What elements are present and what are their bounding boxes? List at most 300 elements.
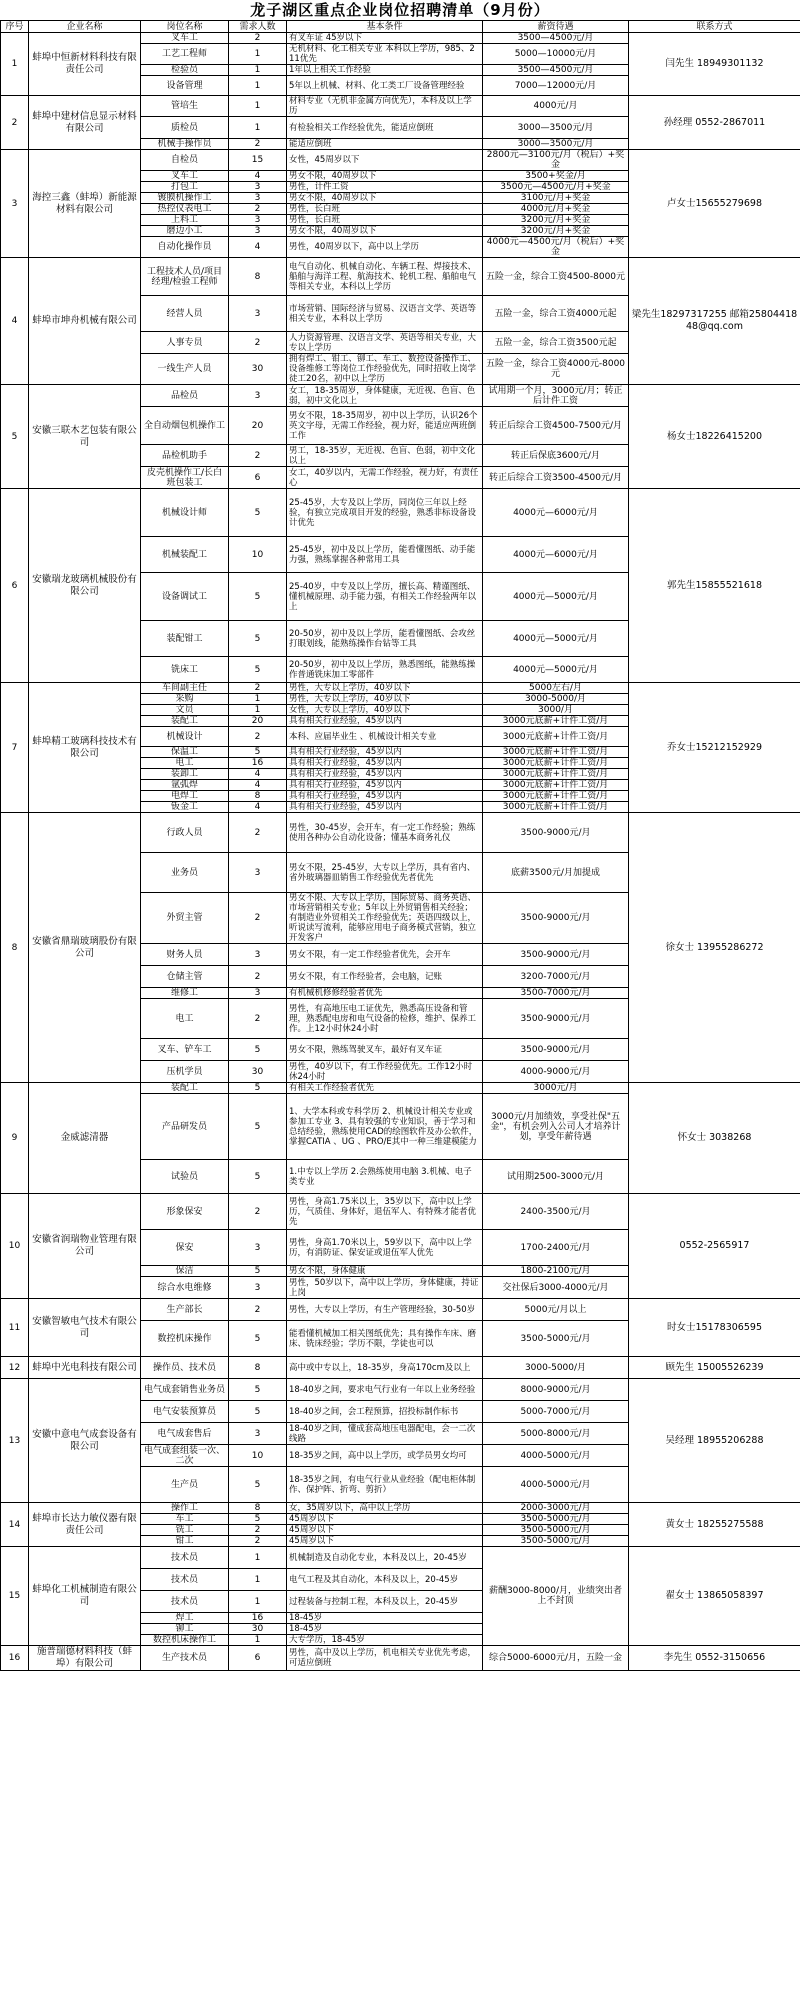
company-contact: 顾先生 15005526239	[629, 1357, 800, 1379]
position-salary: 3500-9000元/月	[483, 893, 629, 944]
position-requirements: 18-45岁	[287, 1613, 483, 1624]
position-salary: 2000-3000元/月	[483, 1503, 629, 1514]
position-title: 热控仪表电工	[141, 204, 229, 215]
position-requirements: 45周岁以下	[287, 1514, 483, 1525]
company-contact: 时女士15178306595	[629, 1299, 800, 1357]
position-title: 钳工	[141, 1536, 229, 1547]
position-requirements: 大专学历，18-45岁	[287, 1635, 483, 1646]
position-count: 3	[229, 226, 287, 237]
company-number: 11	[1, 1299, 29, 1357]
table-row	[1, 1547, 800, 1569]
position-title: 文员	[141, 705, 229, 716]
position-requirements: 18-40岁之间，要求电气行业有一年以上业务经验	[287, 1379, 483, 1401]
position-requirements: 男性，计件工资	[287, 182, 483, 193]
position-count: 2	[229, 332, 287, 354]
position-title: 操作员、技术员	[141, 1357, 229, 1379]
position-title: 保安	[141, 1230, 229, 1266]
company-number: 1	[1, 33, 29, 96]
company-name: 安徽瑞龙玻璃机械股份有限公司	[29, 489, 141, 683]
company-name: 施普瑞德材料科技（蚌埠）有限公司	[29, 1646, 141, 1671]
position-requirements: 45周岁以下	[287, 1536, 483, 1547]
position-requirements: 具有相关行业经验，45岁以内	[287, 802, 483, 813]
position-count: 1	[229, 1569, 287, 1591]
position-salary: 3000-5000/月	[483, 1357, 629, 1379]
position-title: 质检员	[141, 117, 229, 139]
position-count: 2	[229, 1299, 287, 1321]
company-contact: 李先生 0552-3150656	[629, 1646, 800, 1671]
position-title: 操作工	[141, 1503, 229, 1514]
position-title: 电焊工	[141, 791, 229, 802]
position-count: 2	[229, 683, 287, 694]
position-salary: 4000元—5000元/月	[483, 573, 629, 621]
position-salary: 3500—4500元/月	[483, 65, 629, 76]
position-salary: 3500-9000元/月	[483, 1039, 629, 1061]
position-salary: 转正后保底3600元/月	[483, 445, 629, 467]
company-contact: 翟女士 13865058397	[629, 1547, 800, 1646]
position-requirements: 能看懂机械加工相关图纸优先；具有操作车床、磨床、铣床经验；学历不限，学徒也可以	[287, 1321, 483, 1357]
recruitment-table	[0, 20, 800, 1671]
position-requirements: 男女不限，40周岁以下	[287, 193, 483, 204]
position-salary: 试用期2500-3000元/月	[483, 1160, 629, 1194]
position-requirements: 男女不限、大专以上学历，国际贸易、商务英语、市场营销相关专业；5年以上外贸销售相关经验；有制造业外贸相关工作经验优先；英语四级以上，听说读写流利，能够应用电子商务模式营销，独立开发客户	[287, 893, 483, 944]
position-title: 人事专员	[141, 332, 229, 354]
company-name: 海控三鑫（蚌埠）新能源材料有限公司	[29, 150, 141, 258]
position-salary: 3000元底薪+计件工资/月	[483, 769, 629, 780]
position-requirements: 25-45岁，初中及以上学历，能看懂图纸、动手能力强，熟练掌握各种常用工具	[287, 537, 483, 573]
position-count: 5	[229, 621, 287, 657]
position-salary: 3500-9000元/月	[483, 999, 629, 1039]
position-title: 自检员	[141, 150, 229, 171]
company-number: 4	[1, 258, 29, 385]
company-name: 蚌埠化工机械制造有限公司	[29, 1547, 141, 1646]
position-title: 保洁	[141, 1266, 229, 1277]
position-count: 5	[229, 1321, 287, 1357]
company-contact: 孙经理 0552-2867011	[629, 96, 800, 150]
position-salary: 3000元/月	[483, 1083, 629, 1094]
table-row	[1, 813, 800, 853]
position-count: 3	[229, 1277, 287, 1299]
table-row	[1, 489, 800, 537]
position-title: 数控机床操作	[141, 1321, 229, 1357]
company-contact: 怀女士 3038268	[629, 1083, 800, 1194]
position-title: 电气成套组装一次、二次	[141, 1445, 229, 1467]
company-name: 蚌埠精工玻璃科技技术有限公司	[29, 683, 141, 813]
position-salary: 8000-9000元/月	[483, 1379, 629, 1401]
position-count: 10	[229, 537, 287, 573]
table-row	[1, 1083, 800, 1094]
position-count: 3	[229, 853, 287, 893]
position-requirements: 市场营销、国际经济与贸易、汉语言文学、英语等相关专业，本科以上学历	[287, 296, 483, 332]
position-count: 10	[229, 1445, 287, 1467]
position-salary: 3000元底薪+计件工资/月	[483, 758, 629, 769]
table-row	[1, 258, 800, 296]
position-count: 5	[229, 1083, 287, 1094]
position-count: 4	[229, 171, 287, 182]
company-name: 安徽省润瑞物业管理有限公司	[29, 1194, 141, 1299]
position-salary: 五险一金，综合工资4500-8000元	[483, 258, 629, 296]
company-number: 9	[1, 1083, 29, 1194]
position-title: 磨边小工	[141, 226, 229, 237]
position-title: 车工	[141, 1514, 229, 1525]
header-salary: 薪资待遇	[483, 21, 629, 33]
position-title: 保温工	[141, 747, 229, 758]
position-requirements: 25-45岁，大专及以上学历，同岗位三年以上经验，有独立完成项目开发的经验，熟悉非标设备设计优先	[287, 489, 483, 537]
position-requirements: 具有相关行业经验，45岁以内	[287, 716, 483, 727]
position-requirements: 男性，高中及以上学历，机电相关专业优先考虑，可适应倒班	[287, 1646, 483, 1671]
position-count: 1	[229, 694, 287, 705]
company-name: 蚌埠中恒新材料科技有限责任公司	[29, 33, 141, 96]
position-requirements: 具有相关行业经验，45岁以内	[287, 769, 483, 780]
company-contact: 闫先生 18949301132	[629, 33, 800, 96]
table-row	[1, 683, 800, 694]
company-name: 金威滤清器	[29, 1083, 141, 1194]
position-salary: 3500-5000元/月	[483, 1525, 629, 1536]
position-count: 16	[229, 758, 287, 769]
position-count: 1	[229, 1635, 287, 1646]
position-title: 电工	[141, 999, 229, 1039]
position-count: 4	[229, 769, 287, 780]
company-contact: 郭先生15855521618	[629, 489, 800, 683]
position-title: 电气成套售后	[141, 1423, 229, 1445]
position-title: 形象保安	[141, 1194, 229, 1230]
position-requirements: 18-40岁之间，会工程预算，招投标制作标书	[287, 1401, 483, 1423]
position-title: 叉车、铲车工	[141, 1039, 229, 1061]
position-requirements: 具有相关行业经验，45岁以内	[287, 780, 483, 791]
position-count: 1	[229, 96, 287, 117]
position-salary: 4000-5000元/月	[483, 1467, 629, 1503]
position-requirements: 拥有焊工、钳工、铆工、车工、数控设备操作工、设备维修工等岗位工作经验优先，同时招收上岗学徒工20名，初中以上学历	[287, 354, 483, 385]
company-number: 8	[1, 813, 29, 1083]
position-count: 20	[229, 716, 287, 727]
position-requirements: 1.中专以上学历 2.会熟练使用电脑 3.机械、电子类专业	[287, 1160, 483, 1194]
table-row	[1, 150, 800, 171]
position-count: 5	[229, 1266, 287, 1277]
position-salary: 4000元/月	[483, 96, 629, 117]
position-count: 5	[229, 657, 287, 683]
position-requirements: 男性，40周岁以下，高中以上学历	[287, 237, 483, 258]
position-count: 1	[229, 705, 287, 716]
position-salary: 试用期一个月，3000元/月；转正后计件工资	[483, 385, 629, 407]
position-title: 电工	[141, 758, 229, 769]
position-title: 数控机床操作工	[141, 1635, 229, 1646]
company-name: 蚌埠中光电科技有限公司	[29, 1357, 141, 1379]
position-salary: 五险一金，综合工资3500元起	[483, 332, 629, 354]
position-salary: 1700-2400元/月	[483, 1230, 629, 1266]
position-salary: 3200-7000元/月	[483, 966, 629, 988]
table-row	[1, 1503, 800, 1514]
position-title: 压机学员	[141, 1061, 229, 1083]
position-count: 5	[229, 1379, 287, 1401]
position-requirements: 男性，大专以上学历，40岁以下	[287, 694, 483, 705]
position-salary: 3000元底薪+计件工资/月	[483, 747, 629, 758]
position-salary: 1800-2100元/月	[483, 1266, 629, 1277]
header-count: 需求人数	[229, 21, 287, 33]
position-title: 打包工	[141, 182, 229, 193]
position-count: 20	[229, 407, 287, 445]
position-requirements: 女工，40岁以内，无需工作经验，视力好，有责任心	[287, 467, 483, 489]
position-requirements: 女，35周岁以下，高中以上学历	[287, 1503, 483, 1514]
position-title: 铣工	[141, 1525, 229, 1536]
table-row	[1, 1299, 800, 1321]
position-count: 2	[229, 204, 287, 215]
position-title: 机械设计师	[141, 489, 229, 537]
position-title: 工艺工程师	[141, 44, 229, 65]
position-count: 8	[229, 791, 287, 802]
position-count: 2	[229, 1536, 287, 1547]
position-salary: 4000-9000元/月	[483, 1061, 629, 1083]
position-requirements: 男女不限，40周岁以下	[287, 171, 483, 182]
position-salary: 五险一金，综合工资4000元-8000元	[483, 354, 629, 385]
company-name: 蚌埠市坤舟机械有限公司	[29, 258, 141, 385]
company-number: 2	[1, 96, 29, 150]
position-count: 2	[229, 139, 287, 150]
position-salary: 3500—4500元/月	[483, 33, 629, 44]
position-requirements: 男性，30-45岁，会开车，有一定工作经验；熟练使用各种办公自动化设备；懂基本商务礼仪	[287, 813, 483, 853]
company-name: 安徽三联木艺包装有限公司	[29, 385, 141, 489]
position-requirements: 男女不限，40周岁以下	[287, 226, 483, 237]
header-contact: 联系方式	[629, 21, 800, 33]
position-salary: 4000元—4500元/月（税后）+奖金	[483, 237, 629, 258]
position-requirements: 有机械机修修经验者优先	[287, 988, 483, 999]
position-title: 装配工	[141, 1083, 229, 1094]
position-title: 车间副主任	[141, 683, 229, 694]
position-requirements: 材料专业（无机非金属方向优先），本科及以上学历	[287, 96, 483, 117]
position-count: 5	[229, 1094, 287, 1160]
position-count: 4	[229, 780, 287, 791]
position-title: 行政人员	[141, 813, 229, 853]
position-count: 3	[229, 215, 287, 226]
position-salary: 3500-5000元/月	[483, 1321, 629, 1357]
position-count: 2	[229, 445, 287, 467]
position-salary: 3500-7000元/月	[483, 988, 629, 999]
company-contact: 吴经理 18955206288	[629, 1379, 800, 1503]
position-count: 3	[229, 193, 287, 204]
company-number: 14	[1, 1503, 29, 1547]
position-salary: 4000元—5000元/月	[483, 621, 629, 657]
position-count: 3	[229, 296, 287, 332]
position-salary: 3500-5000元/月	[483, 1514, 629, 1525]
position-salary: 3200元/月+奖金	[483, 215, 629, 226]
position-salary: 转正后综合工资4500-7500元/月	[483, 407, 629, 445]
table-row	[1, 33, 800, 44]
position-title: 品检机助手	[141, 445, 229, 467]
position-requirements: 男性，长白班	[287, 215, 483, 226]
position-salary: 7000—12000元/月	[483, 76, 629, 96]
position-requirements: 男性，有高地压电工证优先，熟悉高压设备和管理，熟悉配电房和电气设备的检修，维护、保养工作。上12小时休24小时	[287, 999, 483, 1039]
position-salary: 3000元/月加绩效，享受社保"五金"，有机会列入公司人才培养计划，享受年薪待遇	[483, 1094, 629, 1160]
position-requirements: 男女不限，熟练驾驶叉车，最好有叉车证	[287, 1039, 483, 1061]
position-count: 5	[229, 489, 287, 537]
position-count: 2	[229, 893, 287, 944]
company-contact: 0552-2565917	[629, 1194, 800, 1299]
position-count: 30	[229, 1061, 287, 1083]
position-requirements: 20-50岁，初中及以上学历，熟悉图纸，能熟练操作普通铣床加工零部件	[287, 657, 483, 683]
position-salary: 3500-9000元/月	[483, 813, 629, 853]
position-title: 钣金工	[141, 802, 229, 813]
position-count: 1	[229, 1547, 287, 1569]
position-title: 维修工	[141, 988, 229, 999]
position-salary: 3000—3500元/月	[483, 139, 629, 150]
position-count: 1	[229, 76, 287, 96]
position-title: 生产部长	[141, 1299, 229, 1321]
company-number: 12	[1, 1357, 29, 1379]
company-name: 蚌埠市长达力敏仪器有限责任公司	[29, 1503, 141, 1547]
position-title: 业务员	[141, 853, 229, 893]
position-count: 5	[229, 747, 287, 758]
position-title: 上料工	[141, 215, 229, 226]
position-salary: 3000—3500元/月	[483, 117, 629, 139]
position-requirements: 女工，18-35周岁，身体健康，无近视、色盲、色弱，初中文化以上	[287, 385, 483, 407]
table-row	[1, 385, 800, 407]
position-requirements: 18-35岁之间，高中以上学历，或学员男女均可	[287, 1445, 483, 1467]
position-requirements: 18-45岁	[287, 1624, 483, 1635]
position-title: 皮壳机操作工/长白班包装工	[141, 467, 229, 489]
position-requirements: 1、大学本科或专科学历 2、机械设计相关专业或参加工专业 3、具有较强的专业知识，善于学习和总结经验，熟练使用CAD的绘图软件及办公软件，掌握CATIA 、UG 、PRO/E其中一种三维建模能力	[287, 1094, 483, 1160]
header-requirements: 基本条件	[287, 21, 483, 33]
company-number: 15	[1, 1547, 29, 1646]
position-title: 技术员	[141, 1591, 229, 1613]
position-title: 叉车工	[141, 33, 229, 44]
company-name: 安徽省鼎瑞玻璃股份有限公司	[29, 813, 141, 1083]
position-title: 财务人员	[141, 944, 229, 966]
position-requirements: 45周岁以下	[287, 1525, 483, 1536]
position-salary: 4000元/月+奖金	[483, 204, 629, 215]
table-row	[1, 1379, 800, 1401]
position-title: 机械手操作员	[141, 139, 229, 150]
header-no: 序号	[1, 21, 29, 33]
position-salary: 五险一金，综合工资4000元起	[483, 296, 629, 332]
position-count: 4	[229, 237, 287, 258]
position-title: 电气成套销售业务员	[141, 1379, 229, 1401]
position-requirements: 5年以上机械、材料、化工类工厂设备管理经验	[287, 76, 483, 96]
position-count: 3	[229, 988, 287, 999]
position-title: 铆工	[141, 1624, 229, 1635]
position-salary: 2800元—3100元/月（税后）+奖金	[483, 150, 629, 171]
position-title: 管培生	[141, 96, 229, 117]
company-contact: 乔女士15212152929	[629, 683, 800, 813]
position-salary: 3000/月	[483, 705, 629, 716]
position-requirements: 人力资源管理、汉语言文学、英语等相关专业，大专以上学历	[287, 332, 483, 354]
position-requirements: 男性，长白班	[287, 204, 483, 215]
position-requirements: 男性，大专以上学历，40岁以下	[287, 683, 483, 694]
position-title: 工程技术人员/项目经理/检验工程师	[141, 258, 229, 296]
position-count: 16	[229, 1613, 287, 1624]
position-salary: 3500+奖金/月	[483, 171, 629, 182]
position-title: 产品研发员	[141, 1094, 229, 1160]
position-title: 机械装配工	[141, 537, 229, 573]
position-title: 一线生产人员	[141, 354, 229, 385]
table-row	[1, 1194, 800, 1230]
position-requirements: 有检验相关工作经验优先，能适应倒班	[287, 117, 483, 139]
position-title: 铣床工	[141, 657, 229, 683]
position-salary: 4000-5000元/月	[483, 1445, 629, 1467]
position-title: 技术员	[141, 1569, 229, 1591]
position-requirements: 具有相关行业经验，45岁以内	[287, 747, 483, 758]
position-requirements: 过程装备与控制工程，本科及以上，20-45岁	[287, 1591, 483, 1613]
position-title: 检验员	[141, 65, 229, 76]
position-title: 试验员	[141, 1160, 229, 1194]
position-title: 外贸主管	[141, 893, 229, 944]
position-requirements: 女性，大专以上学历，40岁以下	[287, 705, 483, 716]
position-title: 仓储主管	[141, 966, 229, 988]
position-count: 3	[229, 182, 287, 193]
position-count: 3	[229, 385, 287, 407]
position-count: 2	[229, 966, 287, 988]
position-requirements: 男性，40岁以下，有工作经验优先。工作12小时休24小时	[287, 1061, 483, 1083]
position-salary: 转正后综合工资3500-4500元/月	[483, 467, 629, 489]
company-contact: 徐女士 13955286272	[629, 813, 800, 1083]
position-title: 装配工	[141, 716, 229, 727]
position-count: 30	[229, 1624, 287, 1635]
position-count: 2	[229, 33, 287, 44]
position-salary: 4000元—6000元/月	[483, 537, 629, 573]
position-salary: 5000-7000元/月	[483, 1401, 629, 1423]
header-position: 岗位名称	[141, 21, 229, 33]
position-title: 技术员	[141, 1547, 229, 1569]
position-count: 5	[229, 1401, 287, 1423]
position-count: 3	[229, 1423, 287, 1445]
position-salary: 3000元底薪+计件工资/月	[483, 791, 629, 802]
company-contact: 梁先生18297317255 邮箱2580441848@qq.com	[629, 258, 800, 385]
position-requirements: 男女不限，有工作经验者，会电脑，记账	[287, 966, 483, 988]
position-salary: 3500-9000元/月	[483, 944, 629, 966]
position-title: 镀膜机操作工	[141, 193, 229, 204]
position-title: 叉车工	[141, 171, 229, 182]
position-salary: 交社保后3000-4000元/月	[483, 1277, 629, 1299]
position-salary: 2400-3500元/月	[483, 1194, 629, 1230]
position-requirements: 电气工程及其自动化，本科及以上，20-45岁	[287, 1569, 483, 1591]
position-requirements: 18-35岁之间，有电气行业从业经验（配电柜体制作、保护阵、折弯、剪折）	[287, 1467, 483, 1503]
position-title: 设备管理	[141, 76, 229, 96]
position-title: 焊工	[141, 1613, 229, 1624]
position-count: 8	[229, 258, 287, 296]
position-salary: 5000元/月以上	[483, 1299, 629, 1321]
position-salary: 3200元/月+奖金	[483, 226, 629, 237]
position-title: 生产技术员	[141, 1646, 229, 1671]
position-count: 5	[229, 1467, 287, 1503]
table-row	[1, 96, 800, 117]
position-requirements: 男性，50岁以下，高中以上学历，身体健康，持证上岗	[287, 1277, 483, 1299]
company-number: 3	[1, 150, 29, 258]
position-count: 3	[229, 944, 287, 966]
position-salary: 3500-5000元/月	[483, 1536, 629, 1547]
header-company: 企业名称	[29, 21, 141, 33]
position-count: 2	[229, 999, 287, 1039]
header-row	[1, 21, 800, 33]
position-salary: 3500元—4500元/月+奖金	[483, 182, 629, 193]
position-count: 1	[229, 1591, 287, 1613]
position-requirements: 有叉车证 45岁以下	[287, 33, 483, 44]
position-count: 2	[229, 727, 287, 747]
table-row	[1, 1646, 800, 1671]
position-salary: 5000-8000元/月	[483, 1423, 629, 1445]
position-requirements: 25-40岁，中专及以上学历，擅长高、精谨图纸、懂机械原理、动手能力强，有相关工作经验两年以上	[287, 573, 483, 621]
position-salary: 5000—10000元/月	[483, 44, 629, 65]
position-title: 自动化操作员	[141, 237, 229, 258]
position-salary: 综合5000-6000元/月，五险一金	[483, 1646, 629, 1671]
position-salary: 3100元/月+奖金	[483, 193, 629, 204]
position-requirements: 具有相关行业经验，45岁以内	[287, 758, 483, 769]
company-contact: 黄女士 18255275588	[629, 1503, 800, 1547]
position-count: 5	[229, 1514, 287, 1525]
position-count: 8	[229, 1503, 287, 1514]
company-contact: 杨女士18226415200	[629, 385, 800, 489]
position-requirements: 能适应倒班	[287, 139, 483, 150]
position-count: 5	[229, 1160, 287, 1194]
position-requirements: 男工，18-35岁，无近视、色盲、色弱，初中文化以上	[287, 445, 483, 467]
position-count: 4	[229, 802, 287, 813]
position-requirements: 18-40岁之间，懂成套高地压电器配电，会一二次线路	[287, 1423, 483, 1445]
